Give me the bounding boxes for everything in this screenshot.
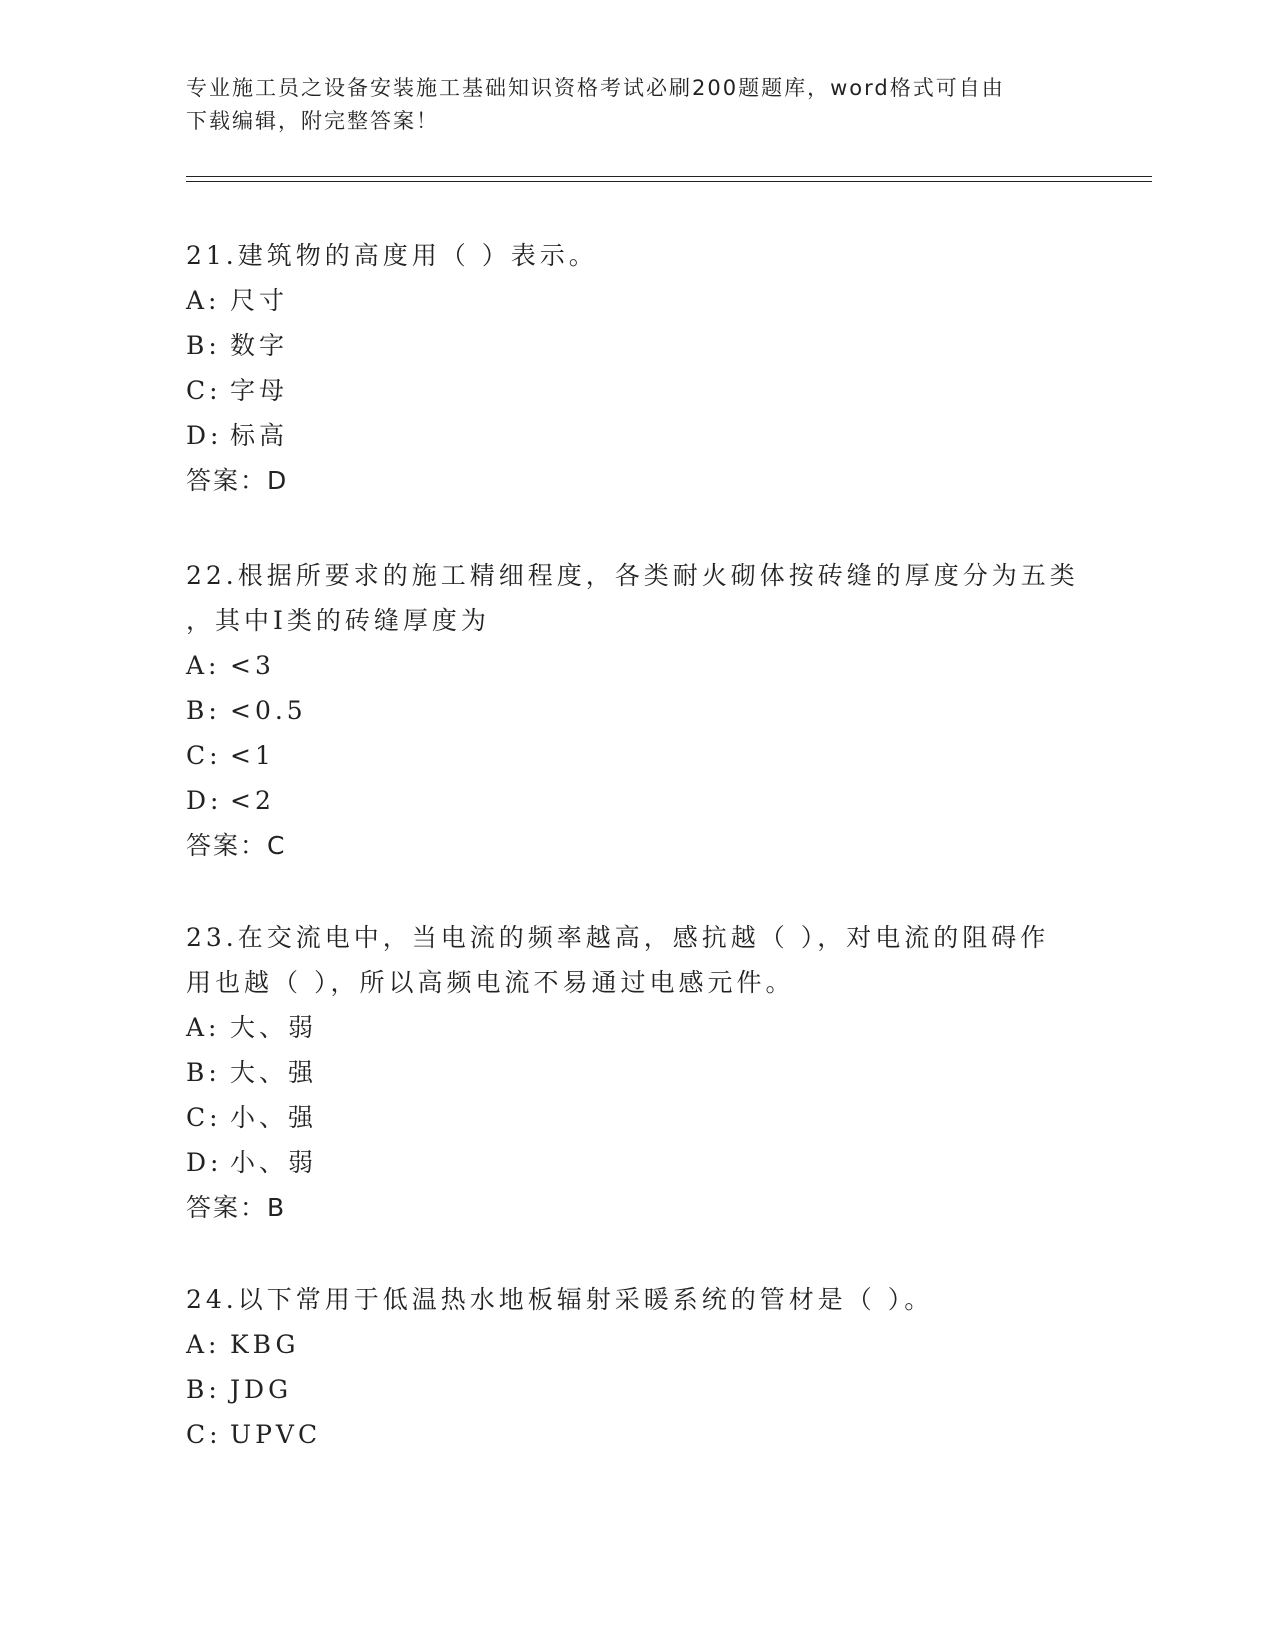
option-a: [186, 643, 1086, 688]
question-22: [186, 553, 1086, 868]
header-line-2: 下载编辑，附完整答案！: [186, 109, 439, 133]
answer-line: 答案：C: [186, 831, 287, 860]
option-b: [186, 1367, 1086, 1412]
option-text: 字母: [230, 376, 289, 405]
option-letter: A:: [186, 651, 221, 680]
option-b: [186, 1050, 1086, 1095]
option-text: <0.5: [230, 696, 307, 725]
option-letter: B:: [186, 331, 221, 360]
question-stem: 24.以下常用于低温热水地板辐射采暖系统的管材是（ ）。: [186, 1285, 934, 1314]
option-a: [186, 1005, 1086, 1050]
option-a: [186, 278, 1086, 323]
option-c: [186, 368, 1086, 413]
option-text: UPVC: [230, 1420, 322, 1449]
option-d: [186, 413, 1086, 458]
option-letter: A:: [186, 1330, 221, 1359]
option-text: KBG: [230, 1330, 300, 1359]
answer-line: 答案：B: [186, 1193, 287, 1222]
option-letter: C:: [186, 376, 222, 405]
option-text: JDG: [230, 1375, 293, 1404]
option-b: [186, 323, 1086, 368]
question-stem: 23.在交流电中，当电流的频率越高，感抗越（ ），对电流的阻碍作: [186, 923, 1050, 952]
question-stem-continued: ，其中I类的砖缝厚度为: [186, 606, 490, 635]
option-c: [186, 733, 1086, 778]
option-text: 大、强: [230, 1058, 318, 1087]
option-text: 小、弱: [230, 1148, 318, 1177]
header-divider-bottom: [186, 181, 1152, 182]
option-text: 标高: [230, 421, 289, 450]
option-text: 小、强: [230, 1103, 318, 1132]
option-d: [186, 778, 1086, 823]
option-b: [186, 688, 1086, 733]
option-a: [186, 1322, 1086, 1367]
option-letter: D:: [186, 1148, 223, 1177]
option-text: <2: [230, 786, 275, 815]
option-text: 尺寸: [230, 286, 289, 315]
question-stem-continued: 用也越（ ），所以高频电流不易通过电感元件。: [186, 968, 795, 997]
option-c: [186, 1095, 1086, 1140]
option-text: 数字: [230, 331, 289, 360]
question-stem: 22.根据所要求的施工精细程度，各类耐火砌体按砖缝的厚度分为五类: [186, 561, 1079, 590]
option-letter: D:: [186, 421, 223, 450]
option-letter: B:: [186, 1375, 221, 1404]
option-letter: A:: [186, 1013, 221, 1042]
question-21: [186, 233, 1086, 503]
answer-line: 答案：D: [186, 466, 289, 495]
document-header: [186, 72, 1066, 138]
question-23: [186, 915, 1086, 1230]
option-letter: C:: [186, 741, 222, 770]
question-stem: 21.建筑物的高度用（ ）表示。: [186, 241, 598, 270]
option-letter: C:: [186, 1420, 222, 1449]
option-letter: C:: [186, 1103, 222, 1132]
option-letter: B:: [186, 1058, 221, 1087]
option-letter: D:: [186, 786, 223, 815]
option-text: 大、弱: [230, 1013, 318, 1042]
option-d: [186, 1140, 1086, 1185]
question-24: [186, 1277, 1086, 1457]
header-divider-top: [186, 176, 1152, 177]
option-letter: B:: [186, 696, 221, 725]
option-text: <3: [230, 651, 275, 680]
option-letter: A:: [186, 286, 221, 315]
option-text: <1: [230, 741, 275, 770]
option-c: [186, 1412, 1086, 1457]
header-line-1: 专业施工员之设备安装施工基础知识资格考试必刷200题题库，word格式可自由: [186, 76, 1005, 100]
